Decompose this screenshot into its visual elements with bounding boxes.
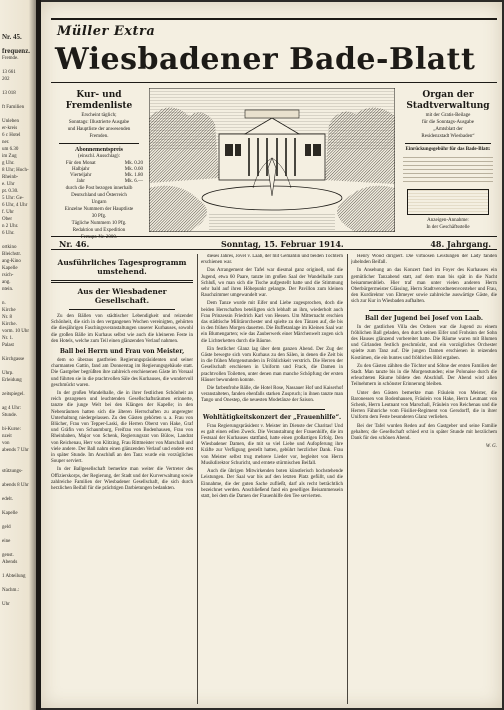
adjacent-page-line: von: [2, 441, 10, 446]
program-notice: Ausführliches Tagesprogramm umstehend.: [57, 258, 187, 276]
article-paragraph: Das Arrangement der Tafel war diesmal ganz originell, und die Jugend, etwa 60 Paare, tanzte im großen Saal der Wandelhalle zum Schluß, wo man sich die Tische aufgestellt hatte und die Stimmung sehr bald auf ihren Höhepunkt gelangte. Der Pavillon zum kleinen Rauchzimmer umgewandelt war.: [201, 268, 343, 299]
price-period: Vierteljahr: [70, 173, 92, 178]
subscription-subtitle: Erscheint täglich;: [81, 113, 117, 118]
adjacent-page-line: ag 4 Uhr:: [2, 406, 21, 411]
adjacent-page-line: er-kreis: [2, 126, 18, 131]
adjacent-page-line: [2, 41, 34, 48]
adjacent-page-line: [2, 398, 34, 405]
adjacent-page-line: ang.: [2, 280, 11, 285]
author-signature: W. G.: [485, 444, 497, 450]
adjacent-page-line: Unleben: [2, 119, 19, 124]
adjacent-page-line: eine: [2, 539, 11, 544]
column-2: [201, 254, 343, 704]
adjacent-page-line: 202: [2, 77, 10, 82]
advertisement-block: [407, 189, 489, 215]
adjacent-page-line: ang-Kino: [2, 259, 21, 264]
column-1: [51, 254, 193, 704]
price-table: [53, 161, 145, 185]
issue-date: Sonntag, 15. Februar 1914.: [221, 239, 344, 249]
subscription-note: Fernspr. Nr. 2000.: [80, 235, 118, 240]
adjacent-page-line: [2, 503, 34, 510]
organ-box: [399, 90, 497, 232]
article-paragraph: dieses Jahres, Jovel v. Laab, der mit Gemahlin und beiden Töchtern erschienen war.: [201, 254, 343, 266]
adjacent-page-line: [2, 384, 34, 391]
adjacent-page-line: Stunde.: [2, 413, 18, 418]
adjacent-page-line: abends 7 Uhr: [2, 448, 29, 453]
article-paragraph: Ein festlicher Glanz lag über dem ganzen Abend. Der Zug der Gäste bewegte sich vom Kurhaus zu den Sälen, in denen die Zeit bis in die frühen Morgenstunden in Fröhlichkeit verstrich. Die Herren der Gesellschaft erschienen in Uniform und Frack, die Damen in prachtvollen Toiletten, unter denen man manche Schöpfung der ersten Häuser bewundern konnte.: [201, 346, 343, 383]
adjacent-page-line: Nr. 45.: [2, 34, 22, 41]
article-paragraph: Bei der Tafel wurden Reden auf den Gastgeber und seine Familie gehalten; die Gesellschaft schied erst in später Stunde mit herzlichem Dank für den schönen Abend.: [351, 423, 497, 442]
concert-heading: Wohltätigkeitskonzert der „Frauenhilfe“.: [202, 413, 342, 421]
adjacent-page-line: Kapelle: [2, 511, 18, 516]
adjacent-page-line: Uhr: [2, 602, 10, 607]
adjacent-page-line: f. Uhr: [2, 210, 14, 215]
price-period: Halbjahr: [71, 167, 90, 172]
masthead-title: Wiesbadener Bade-Blatt: [55, 42, 476, 77]
adjacent-page-line: ner.: [2, 140, 10, 145]
advert-note: In der Geschäftsstelle: [426, 225, 470, 230]
adjacent-page-line: [2, 111, 34, 118]
masthead-extra: Müller Extra: [57, 24, 156, 39]
adjacent-page-line: n 2 Uhr.: [2, 224, 19, 229]
issue-volume: 48. Jahrgang.: [430, 239, 491, 249]
adjacent-page-line: pt. 0.30.: [2, 189, 19, 194]
adjacent-page-line: Abends: [2, 560, 18, 565]
adjacent-page-line: stützungs-: [2, 469, 23, 474]
adjacent-page-line: n.: [2, 301, 6, 306]
adjacent-page-line: edelt.: [2, 497, 13, 502]
article-columns: [51, 254, 497, 704]
adjacent-page-line: ortkino: [2, 245, 17, 250]
adjacent-page-line: [2, 419, 34, 426]
organ-heading: Organ der Stadtverwaltung: [406, 90, 490, 111]
adjacent-page-line: Kapelle: [2, 266, 18, 271]
subscription-note: Deutschland und Österreich: [71, 193, 127, 198]
adjacent-page-line: g Uhr.: [2, 161, 15, 166]
price-amount: Mk. 0.20: [124, 161, 143, 166]
article-paragraph: In der großen Wandelhalle, die in ihrer festlichen Schönheit an reich gezogenen und leuchtenden Gesellschaftsräumen erinnerte, tanzte die junge Welt bei den Klängen der Kapelle; in den Nebenräumen hatten sich die älteren Herrschaften zu angeregter Unterhaltung niedergelassen. Zu den Gästen gehörten u. a. Frau von Blücher, Frau von Tepper-Laski, die Herren Oberst von Hake, Graf und Gräfin von Schaumburg, Freifrau von Bodenhausen, Frau von Rheinbaben, Major von Schenk, Regierungsrat von Bülow, Landrat von Reichenau, Herr von Klitzing, Frau Rittmeister von Marschall und viele andere. Der Ball nahm einen glänzenden Verlauf und endete erst in später Stunde. Im Anschluß an den Tanz wurde ein vorzügliches Souper serviert.: [51, 391, 193, 465]
adjacent-page-line: Kirche: [2, 308, 16, 313]
adjacent-page-line: [2, 97, 34, 104]
article-paragraph: Unter den Gästen bemerkte man Fräulein von Meister, die Baronessen von Bodenhausen, Fräulein von Hake, Herrn Leutnant von Schenk, Herrn Leutnant von Marschall, Fräulein von Reichenau und die Herren Fähnriche vom Füsilier-Regiment von Gersdorff, die in ihrer Uniform dem Feste besonderen Glanz verliehen.: [351, 390, 497, 421]
adjacent-page-line: im Zug: [2, 154, 17, 159]
adjacent-page-line: 8 Uhr; Hoch-: [2, 168, 29, 173]
article-paragraph: Zu den Gästen zählten die Töchter und Söhne der ersten Familien der Stadt. Man tanzte bis in die Morgenstunden; eine Polonaise durch die erleuchteten Räume bildete den Abschluß. Der Abend wird allen Teilnehmern in schönster Erinnerung bleiben.: [351, 363, 497, 388]
organ-line: mit der Gratis-Beilage: [425, 113, 471, 118]
subscription-box: [53, 90, 145, 242]
youth-ball-heading: Ball der Jugend bei Josef von Laab.: [364, 314, 484, 322]
adjacent-page-line: [2, 461, 34, 468]
adjacent-page-line: Rheinb-: [2, 175, 19, 180]
article-paragraph: In der gastlichen Villa des Ordners war die Jugend zu einem fröhlichen Ball geladen, den durch seinen Eifer und Frohsinn der Sohn des Hauses glänzend vorbereitet hatte. Die Räume waren mit Blumen und Girlanden festlich geschmückt, und ein vorzügliches Orchester spielte zum Tanz auf. Die jungen Damen erschienen in reizenden Kostümen, die ein buntes und fröhliches Bild ergaben.: [351, 324, 497, 361]
subscription-line: Sonntags: Illustrierte Ausgabe: [68, 120, 130, 125]
adjacent-page-line: Palast: [2, 343, 14, 348]
top-rule: [51, 18, 497, 20]
column-3: [351, 254, 497, 704]
subscription-note: Ungarn: [91, 200, 107, 205]
article-paragraph: Henry Wood dirigiert. Die virtuosen Leistungen der Lady fanden jubelnden Beifall.: [351, 254, 497, 266]
adjacent-page-line: rsich-: [2, 273, 14, 278]
organ-line: für die Sonntags-Ausgabe: [422, 120, 474, 125]
adjacent-page-line: vorm. 10 Uhr: [2, 329, 30, 334]
adjacent-page-line: [2, 62, 34, 69]
adjacent-page-line: 1 Abteilung: [2, 574, 26, 579]
article-paragraph: Zu den Bällen von städtischer Lebendigkeit und reizender Schönheit, die sich in den vergangenen Wochen vereinigten, gehörten die diesjährigen Faschingsveranstaltungen unserer Kurhauses, sowohl die großen Bälle im Kurhaus selbst wie auch die kleineren Feste in den Hotels, welche zum Teil einen glänzenden Verlauf nahmen.: [51, 314, 193, 344]
article-paragraph: In Ansehung an das Konzert fand im Foyer des Kurhauses ein gemütlicher Tanzabend statt, auf dem man bis spät in die Nacht beisammenblieb. Hier traf man unter vielen anderen Herrn Oberbürgermeister Glässing, Herrn Stadtverordnetenvorsteher und Frau, den Kurdirektor von Ebmeyer sowie zahlreiche auswärtige Gäste, die sich zur Kur in Wiesbaden aufhalten.: [351, 268, 497, 305]
price-row: [53, 179, 145, 185]
adjacent-page-line: 5 Uhr: Ge-: [2, 196, 24, 201]
adjacent-page-line: 6 c Hotel: [2, 133, 21, 138]
advert-note: Anzeigen-Annahme:: [427, 218, 469, 223]
adjacent-page-strip: [0, 0, 36, 710]
adjacent-page-line: [2, 517, 34, 524]
adjacent-page-line: Kirchgasse: [2, 357, 25, 362]
adjacent-page-line: [2, 363, 34, 370]
subscription-heading: Kur- und Fremdenliste: [65, 90, 133, 111]
adjacent-page-line: genst.: [2, 553, 14, 558]
article-paragraph: Frau Regierungspräsident v. Meister im Dienste der Charitas! Und es galt einen edlen Zweck. Die Veranstaltung der Frauenhilfe, die im Festsaal der Kurhauses stattfand, hatte einen großartigen Erfolg. Den Wiesbadener Damen, die mit so viel Liebe und Aufopferung ihre Kräfte zur Verfügung gestellt hatten, gebührt herzlicher Dank. Frau von Meister selbst trug mehrere Lieder vor, begleitet von Herrn Musikdirektor Schuricht, und erntete stürmischen Beifall.: [201, 423, 343, 466]
adjacent-page-text: [0, 0, 36, 608]
price-amount: Mk. 0.60: [124, 167, 143, 172]
adjacent-page-line: Nr. 8: [2, 315, 12, 320]
issue-band: [51, 236, 497, 250]
title-rule: [51, 82, 497, 83]
subscription-note: Einzelne Nummern der Hauptliste: [64, 207, 134, 212]
adjacent-page-line: [2, 454, 34, 461]
issue-number: Nr. 46.: [59, 239, 90, 249]
newspaper-page: [41, 2, 502, 708]
adjacent-page-line: ft Familien: [2, 105, 25, 110]
adjacent-page-line: [2, 566, 34, 573]
adjacent-page-line: abends 8 Uhr: [2, 483, 29, 488]
price-subheading: (einschl. Ausschlag):: [78, 154, 120, 159]
article-paragraph: Die farbenfrohe Bälle, die Hotel Rose, Nassauer Hof und Kaiserhof veranstalteten, fanden ebenfalls starken Zuspruch; in ihnen tanzte man Tango und Onestep, die neuesten Modetänze der Saison.: [201, 386, 343, 404]
adjacent-page-line: [2, 237, 34, 244]
organ-line: Residenzstadt Wiesbaden“: [421, 134, 475, 139]
adjacent-page-line: e. Uhr: [2, 182, 15, 187]
ball-subheading: Ball bei Herrn und Frau von Meister,: [59, 348, 185, 356]
adjacent-page-line: Kirche.: [2, 322, 17, 327]
price-period: Jahr: [76, 179, 85, 184]
adjacent-page-line: Bleichstr.: [2, 252, 22, 257]
adjacent-page-line: Ober: [2, 217, 12, 222]
adjacent-page-line: [2, 594, 34, 601]
adjacent-page-line: Uhrp.: [2, 371, 14, 376]
adjacent-page-line: ntein.: [2, 287, 14, 292]
adjacent-page-line: [2, 293, 34, 300]
adjacent-page-line: [2, 531, 34, 538]
adjacent-page-line: frequenz.: [2, 48, 31, 55]
subscription-line: Fremden.: [89, 134, 109, 139]
adjacent-page-line: Erleidung: [2, 378, 22, 383]
adjacent-page-line: [2, 545, 34, 552]
subscription-note: Redaktion und Expedition: [72, 228, 126, 233]
adjacent-page-line: Nachm.:: [2, 588, 20, 593]
price-amount: Mk. 6.—: [124, 179, 143, 184]
subscription-note: durch die Post bezogen innerhalb: [65, 186, 133, 191]
adjacent-page-line: [2, 580, 34, 587]
price-period: Für den Monat: [65, 161, 96, 166]
organ-line: „Amtsblatt der: [433, 127, 463, 132]
kurhaus-illustration: [149, 88, 395, 232]
adjacent-page-line: [2, 475, 34, 482]
adjacent-page-line: 13 661: [2, 70, 16, 75]
adjacent-page-line: bi-Kurse:: [2, 427, 21, 432]
article-paragraph: In der Ballgesellschaft bemerkte man weiter die Vertreter des Offizierskorps, der Regierung, der Stadt und der Kurverwaltung sowie zahlreiche Familien der Wiesbadener Gesellschaft, die sich durch herzlichen Beifall für die prächtigen Darbietungen bedankten.: [51, 467, 193, 492]
adjacent-page-line: 6 Uhr, 4 Uhr: [2, 203, 28, 208]
adjacent-page-line: nzeit: [2, 434, 12, 439]
adjacent-page-line: [2, 83, 34, 90]
rates-fineprint: [403, 155, 493, 185]
adjacent-page-line: zeitspiegel.: [2, 392, 25, 397]
article-paragraph: Auch die übrigen Mitwirkenden boten künstlerisch hochstehende Leistungen. Der Saal war bis auf den letzten Platz gefüllt, und die Einnahme, die der guten Sache zufließt, darf als recht beträchtlich bezeichnet werden. Anschließend fand ein geselliges Beisammensein statt, bei dem die Damen der Frauenhilfe den Tee servierten.: [201, 469, 343, 499]
article-paragraph: Dem Tanze wurde mit Eifer und Liebe zugesprochen, doch die beiden Herrschaften beteiligten sich lebhaft an ihm, wiederholt auch Frau Prinzessin Friedrich Karl von Hessen. Um Mitternacht erschien das städtische Militärorchester und spielte zu den Tänzen auf, die bis in den frühen Morgen dauerten. Die Buffetanlage im Kleinen Saal war ein Blumengarten; wie das Zauberwerk einer Märchenwelt zogen sich die Lichterketten durch die Bäume.: [201, 301, 343, 344]
adjacent-page-line: Fremde.: [2, 56, 19, 61]
price-amount: Mk. 1.80: [124, 173, 143, 178]
adjacent-page-line: 6 Uhr.: [2, 231, 15, 236]
adjacent-page-line: [2, 489, 34, 496]
adjacent-page-line: geld: [2, 525, 11, 530]
price-heading: Abonnementspreis: [75, 147, 123, 153]
article-paragraph: dem so überaus gastfreien Regierungspräsidenten und seiner charmanten Gattin, fand am Donnerstag im Regierungsgebäude statt. Die Gastgeber begrüßten ihre zahlreich erschienenen Gäste im Vorsaal und führten sie in die prachtvollen Säle des Kurhauses, die wundervoll geschmückt waren.: [51, 358, 193, 388]
rates-heading: Einrückungsgebühr für das Bade-Blatt:: [405, 147, 491, 152]
adjacent-page-line: 13 018: [2, 91, 16, 96]
adjacent-page-line: [2, 349, 34, 356]
subscription-line: und Hauptliste der anwesenden: [67, 127, 131, 132]
adjacent-page-line: Nr. 1.: [2, 336, 14, 341]
society-article-heading: Aus der Wiesbadener Gesellschaft.: [77, 287, 167, 305]
adjacent-page-line: um 6.30: [2, 147, 19, 152]
subscription-note: Tägliche Nummern 10 Pfg.: [71, 221, 127, 226]
subscription-note: 30 Pfg.: [91, 214, 107, 219]
